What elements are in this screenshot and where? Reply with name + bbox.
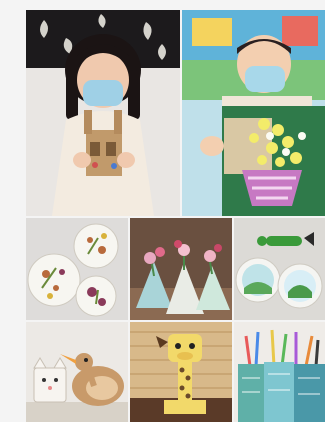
girl-with-cardboard-castle-photo: [26, 10, 180, 216]
boy-with-flower-collage-photo: [182, 10, 325, 216]
paper-flower-bouquets-photo: [130, 218, 232, 320]
left-margin: [0, 0, 26, 422]
photo-giraffe[interactable]: [130, 322, 232, 422]
photo-paper-bouquets[interactable]: [130, 218, 232, 320]
photo-pencil-holders[interactable]: [234, 322, 325, 422]
cardboard-cat-and-bird-photo: [26, 322, 128, 422]
photo-boy-collage[interactable]: [182, 10, 325, 216]
pencil-holder-cups-photo: [234, 322, 325, 422]
photo-cat-bird[interactable]: [26, 322, 128, 422]
pressed-flower-plates-photo: [26, 218, 128, 320]
photo-girl-castle[interactable]: [26, 10, 180, 216]
photo-painted-plates[interactable]: [234, 218, 325, 320]
photo-flower-plates[interactable]: [26, 218, 128, 320]
photo-grid: [26, 10, 325, 422]
cardboard-giraffe-photo: [130, 322, 232, 422]
painted-paper-plates-photo: [234, 218, 325, 320]
